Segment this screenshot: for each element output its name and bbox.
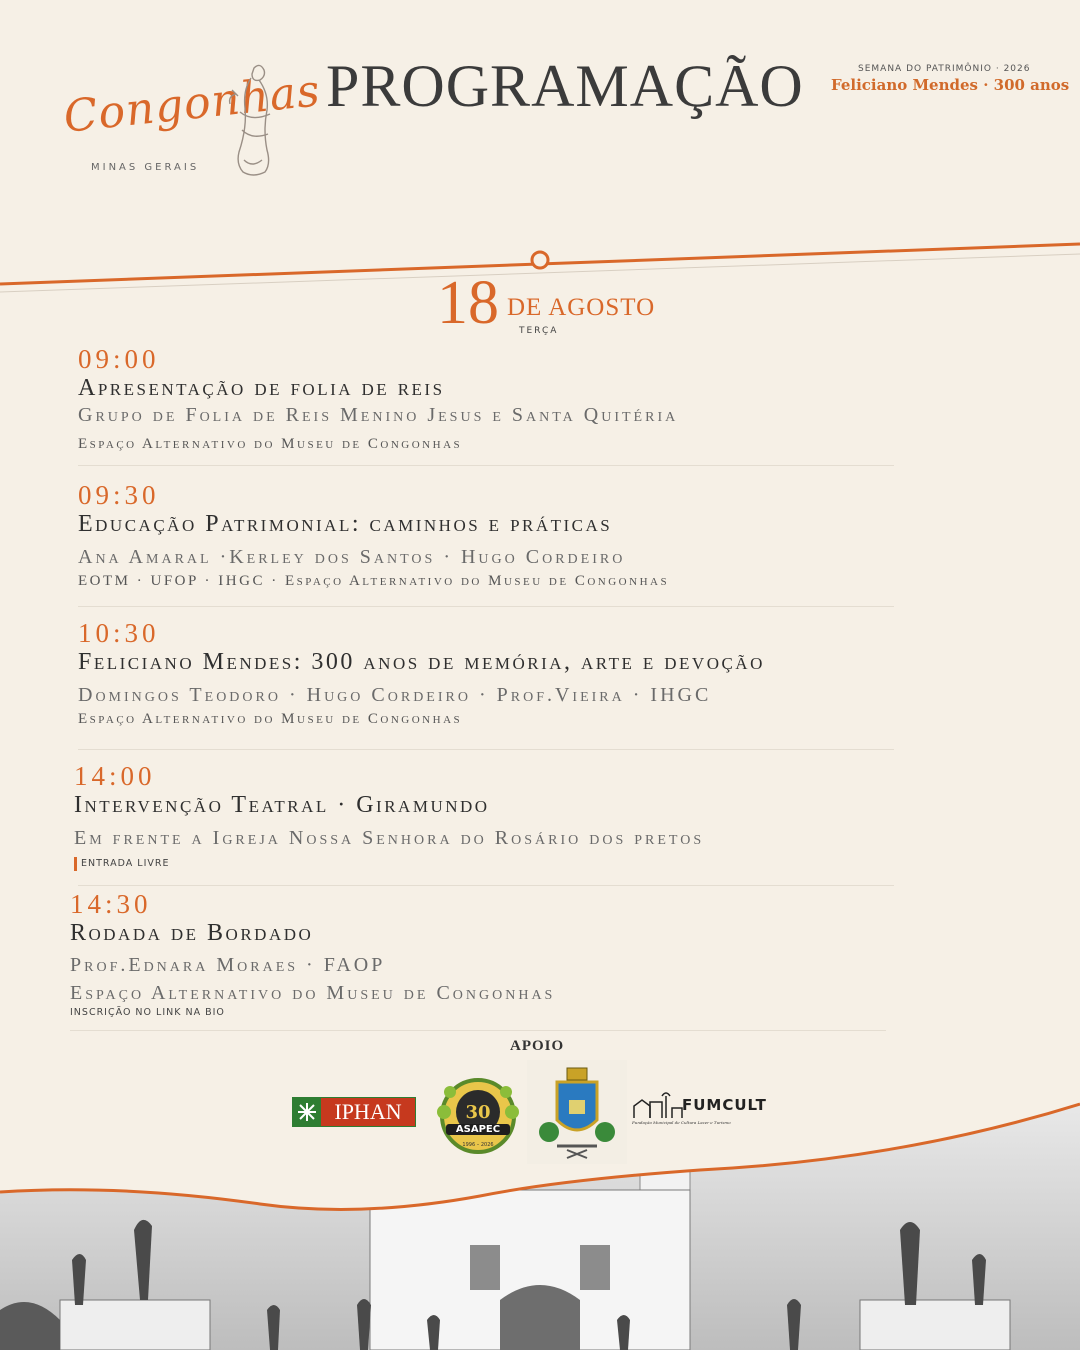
event-theme: Feliciano Mendes · 300 anos: [831, 76, 1070, 94]
asapec-years: 1996 – 2026: [462, 1142, 494, 1148]
event-time: 14:30: [70, 889, 152, 919]
logo-script: Congonhas: [61, 65, 323, 143]
prophet-figure-icon: [224, 60, 284, 180]
coat-of-arms-icon: [527, 1060, 627, 1164]
logo-subtitle: MINAS GERAIS: [91, 162, 200, 173]
schedule-item: [78, 480, 669, 592]
event-title: Apresentação de folia de reis: [78, 375, 445, 401]
fumcult-subtitle: Fundação Municipal de Cultura Lazer e Turismo: [632, 1120, 731, 1125]
event-time: 09:00: [78, 344, 160, 374]
day-month: DE AGOSTO: [507, 294, 656, 321]
iphan-logo: [292, 1097, 416, 1127]
schedule-item: [74, 761, 704, 871]
event-location: Espaço Alternativo do Museu de Congonhas: [78, 711, 463, 727]
registration-note: INSCRIÇÃO NO LINK NA BIO: [70, 1007, 225, 1018]
event-time: 09:30: [78, 480, 160, 510]
event-title: Rodada de Bordado: [70, 920, 314, 946]
event-time: 10:30: [78, 618, 160, 648]
timeline-divider: [0, 238, 1080, 298]
day-number: 18: [437, 269, 499, 337]
asapec-text: ASAPEC: [446, 1124, 510, 1135]
fumcult-building-icon: [632, 1090, 684, 1120]
event-title: Educação Patrimonial: caminhos e práticas: [78, 511, 613, 537]
separator: [78, 885, 894, 886]
svg-text:30: 30: [465, 1102, 491, 1123]
fumcult-logo: [632, 1090, 782, 1130]
asapec-logo: [432, 1072, 524, 1164]
event-participants: Prof.Ednara Moraes · FAOP: [70, 954, 386, 976]
congonhas-coat-of-arms: [527, 1060, 627, 1164]
event-location: EOTM · UFOP · IHGC · Espaço Alternativo do Museu de Congonhas: [78, 573, 670, 589]
event-participants: Grupo de Folia de Reis Menino Jesus e Santa Quitéria: [78, 404, 679, 426]
schedule-item: [70, 889, 555, 1020]
asapec-emblem-icon: [432, 1072, 524, 1164]
event-series: SEMANA DO PATRIMÔNIO · 2026: [858, 64, 1031, 74]
schedule-item: [78, 618, 765, 730]
support-label: APOIO: [510, 1038, 565, 1054]
separator: [78, 749, 894, 750]
day-weekday: TERÇA: [519, 326, 559, 336]
separator: [78, 606, 894, 607]
entry-badge: ENTRADA LIVRE: [74, 857, 704, 871]
event-participants: Domingos Teodoro · Hugo Cordeiro · Prof.Vieira · IHGC: [78, 684, 712, 706]
event-location: Espaço Alternativo do Museu de Congonhas: [70, 982, 556, 1004]
event-participants: Ana Amaral ·Kerley dos Santos · Hugo Cordeiro: [78, 546, 626, 568]
fumcult-text: FUMCULT: [682, 1096, 767, 1114]
event-participants: Em frente a Igreja Nossa Senhora do Rosário dos pretos: [74, 827, 705, 849]
event-title: Intervenção Teatral · Giramundo: [74, 792, 490, 818]
event-title: Feliciano Mendes: 300 anos de memória, arte e devoção: [78, 649, 765, 675]
iphan-text: IPHAN: [321, 1098, 415, 1126]
iphan-emblem-icon: [293, 1098, 321, 1126]
event-time: 14:00: [74, 761, 156, 791]
event-location: Espaço Alternativo do Museu de Congonhas: [78, 436, 463, 452]
separator: [78, 465, 894, 466]
separator: [70, 1030, 886, 1031]
schedule-item: [78, 344, 678, 455]
page-title: PROGRAMAÇÃO: [326, 53, 804, 119]
